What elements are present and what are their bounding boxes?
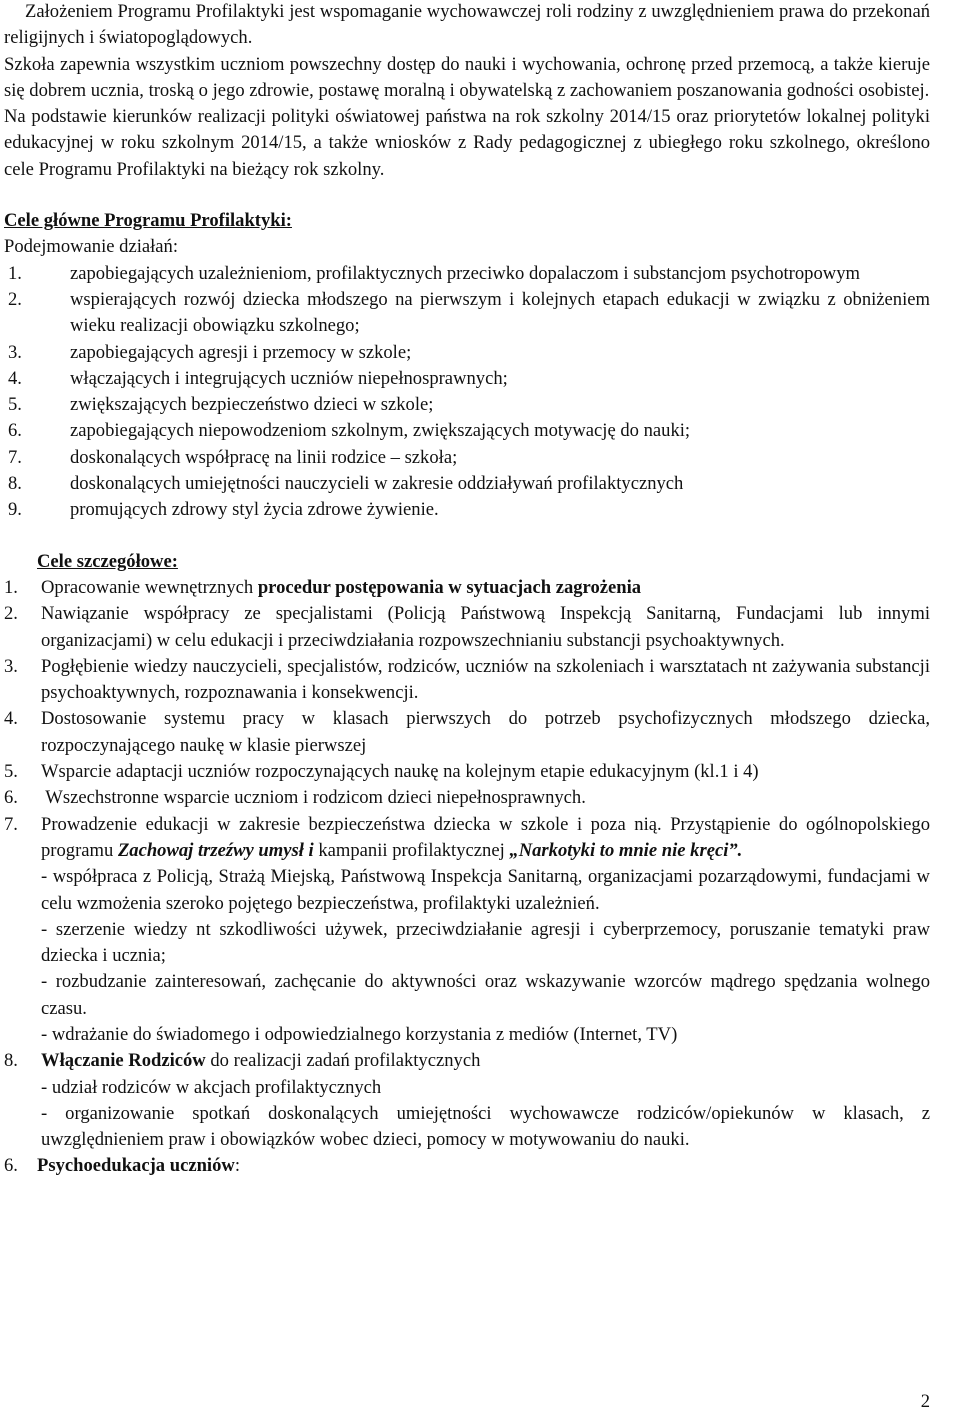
list-number: 6. xyxy=(4,1155,18,1177)
document-page xyxy=(4,0,930,1180)
list-text: doskonalących umiejętności nauczycieli w zakresie oddziaływań profilaktycznych xyxy=(70,473,684,495)
list-text: : xyxy=(234,1155,240,1177)
dash-item: - rozbudzanie zainteresowań, zachęcanie do aktywności oraz wskazywanie wzorców mądrego spędzania wolnego czasu. xyxy=(41,971,930,1019)
list-number: 5. xyxy=(4,761,18,783)
program-name: Zachowaj trzeźwy umysł i xyxy=(117,839,314,861)
main-goals-list xyxy=(4,261,930,524)
list-item xyxy=(4,445,930,471)
intro-paragraph-1: Założeniem Programu Profilaktyki jest wspomaganie wychowawczej roli rodziny z uwzględnieniem prawa do przekonań religijnych i światopoglądowych. xyxy=(4,1,930,49)
list-item xyxy=(4,654,930,707)
dash-item: - organizowanie spotkań doskonalących umiejętności wychowawcze rodziców/opiekunów w klasach, z uwzględnieniem praw i obowiązków wobec dzieci, pomocy w motywowaniu do nauki. xyxy=(41,1102,930,1151)
list-item xyxy=(4,392,930,418)
list-text: Opracowanie wewnętrznych xyxy=(41,576,258,598)
list-text: wspierających rozwój dziecka młodszego na pierwszym i kolejnych etapach edukacji w związku z obniżeniem wieku realizacji obowiązku szkolnego; xyxy=(70,288,930,337)
page-number: 2 xyxy=(920,1391,930,1412)
list-item xyxy=(4,575,930,601)
list-number: 4. xyxy=(8,367,22,389)
dash-item: - współpraca z Policją, Strażą Miejską, Państwową Inspekcja Sanitarną, organizacjami pozarządowymi, fundacjami w celu wzmożenia szeroko pojętego bezpieczeństwa, profilaktyki uzależnień. xyxy=(41,866,930,914)
list-number: 8. xyxy=(4,1050,18,1072)
list-text: doskonalących współpracę na linii rodzice – szkoła; xyxy=(70,446,458,468)
list-item xyxy=(4,366,930,392)
list-number: 4. xyxy=(4,708,18,730)
list-text: promujących zdrowy styl życia zdrowe żywienie. xyxy=(70,499,439,521)
list-text: zapobiegających niepowodzeniom szkolnym, zwiększających motywację do nauki; xyxy=(70,420,691,442)
list-item xyxy=(4,785,930,811)
trailing-list-item xyxy=(4,1153,930,1179)
list-number: 3. xyxy=(8,341,22,363)
list-number: 2. xyxy=(4,603,18,625)
list-text: do realizacji zadań profilaktycznych xyxy=(205,1050,481,1072)
dash-item: - wdrażanie do świadomego i odpowiedzialnego korzystania z mediów (Internet, TV) xyxy=(41,1023,678,1045)
list-item xyxy=(4,418,930,444)
list-text-bold: procedur postępowania w sytuacjach zagrożenia xyxy=(257,576,642,598)
dash-item: - szerzenie wiedzy nt szkodliwości używek, przeciwdziałanie agresji i cyberprzemocy, poruszanie tematyki praw dziecka i ucznia; xyxy=(41,918,930,967)
list-text: Dostosowanie systemu pracy w klasach pierwszych do potrzeb psychofizycznych młodszego dziecka, rozpoczynającego naukę w klasie pierwszej xyxy=(41,708,930,756)
list-item xyxy=(4,471,930,497)
list-number: 7. xyxy=(8,446,22,468)
main-goals-lead: Podejmowanie działań: xyxy=(4,236,179,258)
list-text: kampanii profilaktycznej xyxy=(313,839,510,861)
list-number: 7. xyxy=(4,813,18,835)
list-number: 1. xyxy=(8,262,22,284)
intro-paragraph-3: Na podstawie kierunków realizacji polityki oświatowej państwa na rok szkolny 2014/15 oraz priorytetów lokalnej polityki edukacyjnej w roku szkolnym 2014/15, a także wniosków z Rady pedagogicznej z ubiegłego roku szkolnego, określono cele Programu Profilaktyki na bieżący rok szkolny. xyxy=(4,106,930,180)
list-item xyxy=(4,340,930,366)
dash-item: - udział rodziców w akcjach profilaktycznych xyxy=(41,1076,382,1098)
list-number: 2. xyxy=(8,288,22,310)
list-text: Prowadzenie edukacji w zakresie bezpieczeństwa dziecka w szkole i poza nią. Przystąpienie do ogólnopolskiego programu xyxy=(41,813,930,861)
list-number: 3. xyxy=(4,655,18,677)
list-number: 9. xyxy=(8,499,22,521)
list-item xyxy=(4,261,930,287)
specific-goals-list xyxy=(4,575,930,1154)
list-text: zapobiegających agresji i przemocy w szkole; xyxy=(70,341,412,363)
specific-goals-heading: Cele szczegółowe: xyxy=(37,550,178,572)
list-text-bold: Psychoedukacja uczniów xyxy=(37,1155,235,1177)
list-item xyxy=(4,1048,930,1153)
list-text: Wszechstronne wsparcie uczniom i rodzicom dzieci niepełnosprawnych. xyxy=(41,787,586,809)
list-item xyxy=(4,601,930,654)
list-text: Pogłębienie wiedzy nauczycieli, specjalistów, rodziców, uczniów na szkoleniach i warsztatach nt zażywania substancji psychoaktywnych, rozpoznawania i konsekwencji. xyxy=(41,655,930,704)
list-item xyxy=(4,497,930,523)
main-goals-heading: Cele główne Programu Profilaktyki: xyxy=(4,210,292,232)
list-item xyxy=(4,812,930,1049)
list-text: zwiększających bezpieczeństwo dzieci w szkole; xyxy=(70,394,434,416)
list-text: zapobiegających uzależnieniom, profilaktycznych przeciwko dopalaczom i substancjom psychotropowym xyxy=(70,262,860,284)
list-item xyxy=(4,706,930,759)
list-item xyxy=(4,287,930,340)
campaign-name: „Narkotyki to mnie nie kręci”. xyxy=(509,839,743,861)
list-text: Wsparcie adaptacji uczniów rozpoczynających naukę na kolejnym etapie edukacyjnym (kl.1 i 4) xyxy=(41,761,759,783)
list-text-bold: Włączanie Rodziców xyxy=(41,1050,206,1072)
intro-paragraph-2: Szkoła zapewnia wszystkim uczniom powszechny dostęp do nauki i wychowania, ochronę przed przemocą, a także kieruje się dobrem ucznia, troską o jego zdrowie, postawę moralną i obywatelską z zachowaniem poszanowania godności osobistej. xyxy=(4,53,930,101)
list-number: 5. xyxy=(8,394,22,416)
list-number: 6. xyxy=(4,787,18,809)
list-number: 1. xyxy=(4,576,18,598)
list-number: 6. xyxy=(8,420,22,442)
list-text: włączających i integrujących uczniów niepełnosprawnych; xyxy=(70,367,508,389)
list-item xyxy=(4,759,930,785)
list-text: Nawiązanie współpracy ze specjalistami (Policją Państwową Inspekcją Sanitarną, Fundacjami lub innymi organizacjami) w celu edukacji i przeciwdziałania rozpowszechnianiu substancji psychoaktywnych. xyxy=(41,603,930,651)
list-number: 8. xyxy=(8,473,22,495)
